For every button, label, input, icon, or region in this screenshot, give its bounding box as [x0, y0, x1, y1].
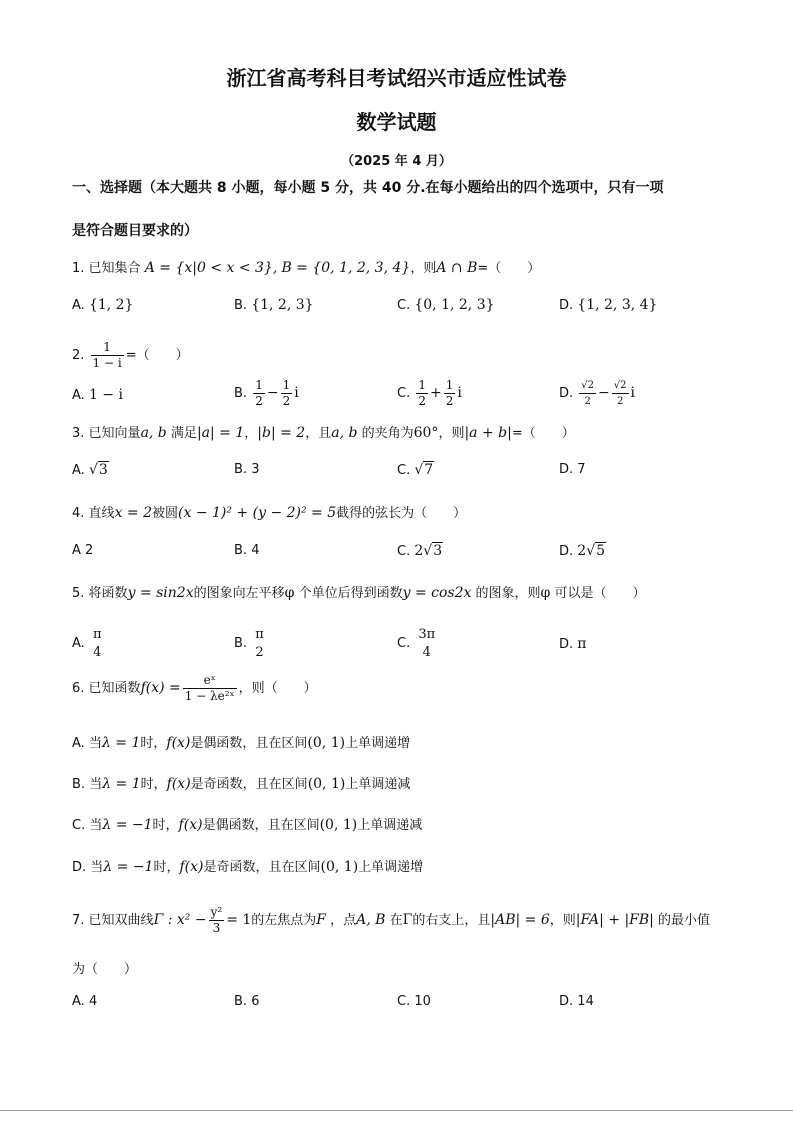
section-heading-line2: 是符合题目要求的）: [72, 223, 198, 239]
q6-pre: 已知函数: [88, 681, 141, 696]
q5-function-1: y = sin2x: [127, 585, 194, 601]
q1-expr: A ∩ B: [436, 260, 478, 276]
question-3: [72, 423, 575, 444]
q3-option-a: A. √3: [72, 462, 108, 478]
q6-option-d: D. 当λ = −1时，f(x)是奇函数，且在区间(0, 1)上单调递增: [72, 859, 424, 875]
q3-mid3: 的夹角为: [361, 426, 414, 441]
q1-set-b: B = {0, 1, 2, 3, 4}: [281, 260, 411, 276]
q5-phi-2: φ: [540, 585, 551, 601]
q1-number: 1.: [72, 261, 85, 276]
question-4: [72, 503, 466, 524]
q7-mid3: 在: [389, 913, 403, 928]
q3-vectors-2: a, b: [331, 425, 358, 441]
q7-line2: 为（ ）: [72, 962, 138, 977]
q5-mid3: 的图象，则: [475, 586, 541, 601]
q3-option-d: D. 7: [559, 462, 586, 477]
q1-set-a: A = {x|0 < x < 3}: [144, 260, 273, 276]
q4-circle: (x − 1)² + (y − 2)² = 5: [178, 505, 337, 521]
q5-option-d: D. π: [559, 636, 587, 652]
q4-option-a: A 2: [72, 543, 94, 558]
q6-fraction: $\frac{\text{eˣ}}{\text{1 − λe²ˣ}}$: [184, 673, 235, 703]
q4-number: 4.: [72, 506, 85, 521]
q4-post: 截得的弦长为（ ）: [336, 506, 467, 521]
q3-post: =（ ）: [511, 426, 575, 441]
q2-option-a: A. 1 − i: [72, 387, 123, 403]
q7-option-b: B. 6: [234, 994, 260, 1009]
q5-function-2: y = cos2x: [402, 585, 472, 601]
q2-option-b: B. $\frac{1}{2}$ − $\frac{1}{2}$ i: [234, 378, 299, 408]
q2-number: 2.: [72, 348, 85, 363]
question-6: [72, 670, 317, 707]
q7-number: 7.: [72, 913, 85, 928]
q3-cond-a: |a| = 1: [196, 425, 245, 441]
q6-number: 6.: [72, 681, 85, 696]
q5-option-b: B. π 2: [234, 626, 264, 660]
q4-line: x = 2: [114, 505, 152, 521]
q3-number: 3.: [72, 426, 85, 441]
q3-vectors: a, b: [140, 425, 167, 441]
q6-option-a: A. 当λ = 1时，f(x)是偶函数，且在区间(0, 1)上单调递增: [72, 735, 411, 751]
q1-option-b: B. {1, 2, 3}: [234, 297, 314, 313]
q3-mid4: ，则: [438, 426, 465, 441]
q2-post: =（ ）: [125, 348, 189, 363]
q5-option-c: C. 3π 4: [397, 626, 436, 660]
q7-option-a: A. 4: [72, 994, 98, 1009]
q7-fraction: $\frac{\text{y²}}{3}$: [210, 905, 223, 935]
q3-sep: ，: [244, 426, 258, 441]
q3-expr: |a + b|: [464, 425, 512, 441]
question-5: [72, 583, 646, 604]
q1-pre: 已知集合: [88, 261, 141, 276]
q7-expr: |FA| + |FB|: [575, 912, 654, 928]
q5-pre: 将函数: [88, 586, 128, 601]
exam-title: 浙江省高考科目考试绍兴市适应性试卷: [226, 66, 567, 90]
q1-sep: ,: [272, 260, 278, 276]
q7-cond: |AB| = 6: [490, 912, 550, 928]
q3-pre: 已知向量: [88, 426, 141, 441]
q7-option-c: C. 10: [397, 994, 431, 1009]
q3-mid2: ，且: [305, 426, 332, 441]
q7-mid4: 的右支上，且: [412, 913, 491, 928]
q4-pre: 直线: [88, 506, 115, 521]
question-1: [72, 258, 540, 279]
q7-mid5: ，则: [549, 913, 576, 928]
q5-option-a: A. π 4: [72, 626, 102, 660]
q6-option-b: B. 当λ = 1时，f(x)是奇函数，且在区间(0, 1)上单调递减: [72, 776, 411, 792]
q7-mid2: ，点: [330, 913, 357, 928]
q7-option-d: D. 14: [559, 994, 594, 1009]
q7-gamma: Γ : x² −: [153, 912, 207, 928]
q6-post: ，则（ ）: [238, 681, 317, 696]
q7-points: A, B: [356, 912, 386, 928]
q5-mid1: 的图象向左平移: [193, 586, 285, 601]
q4-option-d: D. 2√5: [559, 543, 606, 559]
q1-mid: ，则: [410, 261, 437, 276]
q4-option-c: C. 2√3: [397, 543, 443, 559]
q6-option-c: C. 当λ = −1时，f(x)是偶函数，且在区间(0, 1)上单调递减: [72, 817, 423, 833]
q1-post: =（ ）: [477, 261, 541, 276]
q7-post: 的最小值: [658, 913, 711, 928]
q7-gamma-2: Γ: [402, 912, 413, 928]
q2-fraction: $\frac{1}{1 - i}$: [92, 340, 122, 370]
exam-date: （2025 年 4 月）: [341, 154, 452, 169]
q2-option-d: D. $\frac{√2}{2}$ − $\frac{√2}{2}$ i: [559, 380, 635, 407]
q7-eq: = 1: [226, 912, 252, 928]
q2-option-c: C. $\frac{1}{2}$ + $\frac{1}{2}$ i: [397, 378, 462, 408]
q3-cond-b: |b| = 2: [257, 425, 306, 441]
question-7: [72, 902, 710, 939]
q3-option-c: C. √7: [397, 462, 434, 478]
question-2: [72, 340, 189, 372]
q3-angle: 60°: [413, 425, 439, 441]
q3-option-b: B. 3: [234, 462, 260, 477]
q7-mid1: 的左焦点为: [251, 913, 317, 928]
q5-phi: φ: [284, 585, 295, 601]
q5-number: 5.: [72, 586, 85, 601]
q6-fx: f(x) =: [140, 680, 181, 696]
q1-option-a: A. {1, 2}: [72, 297, 134, 313]
q4-option-b: B. 4: [234, 543, 260, 558]
page-bottom-divider: [0, 1110, 793, 1111]
section-heading-line1: 一、选择题（本大题共 8 小题，每小题 5 分，共 40 分.在每小题给出的四个选项中，只有一项: [72, 180, 664, 196]
q3-mid1: 满足: [170, 426, 197, 441]
q1-option-c: C. {0, 1, 2, 3}: [397, 297, 495, 313]
q5-mid2: 个单位后得到函数: [298, 586, 403, 601]
q5-post: 可以是（ ）: [554, 586, 646, 601]
exam-subtitle: 数学试题: [356, 110, 437, 134]
q4-mid: 被圆: [152, 506, 179, 521]
q1-option-d: D. {1, 2, 3, 4}: [559, 297, 658, 313]
q7-pre: 已知双曲线: [88, 913, 154, 928]
q7-focus: F: [316, 912, 327, 928]
